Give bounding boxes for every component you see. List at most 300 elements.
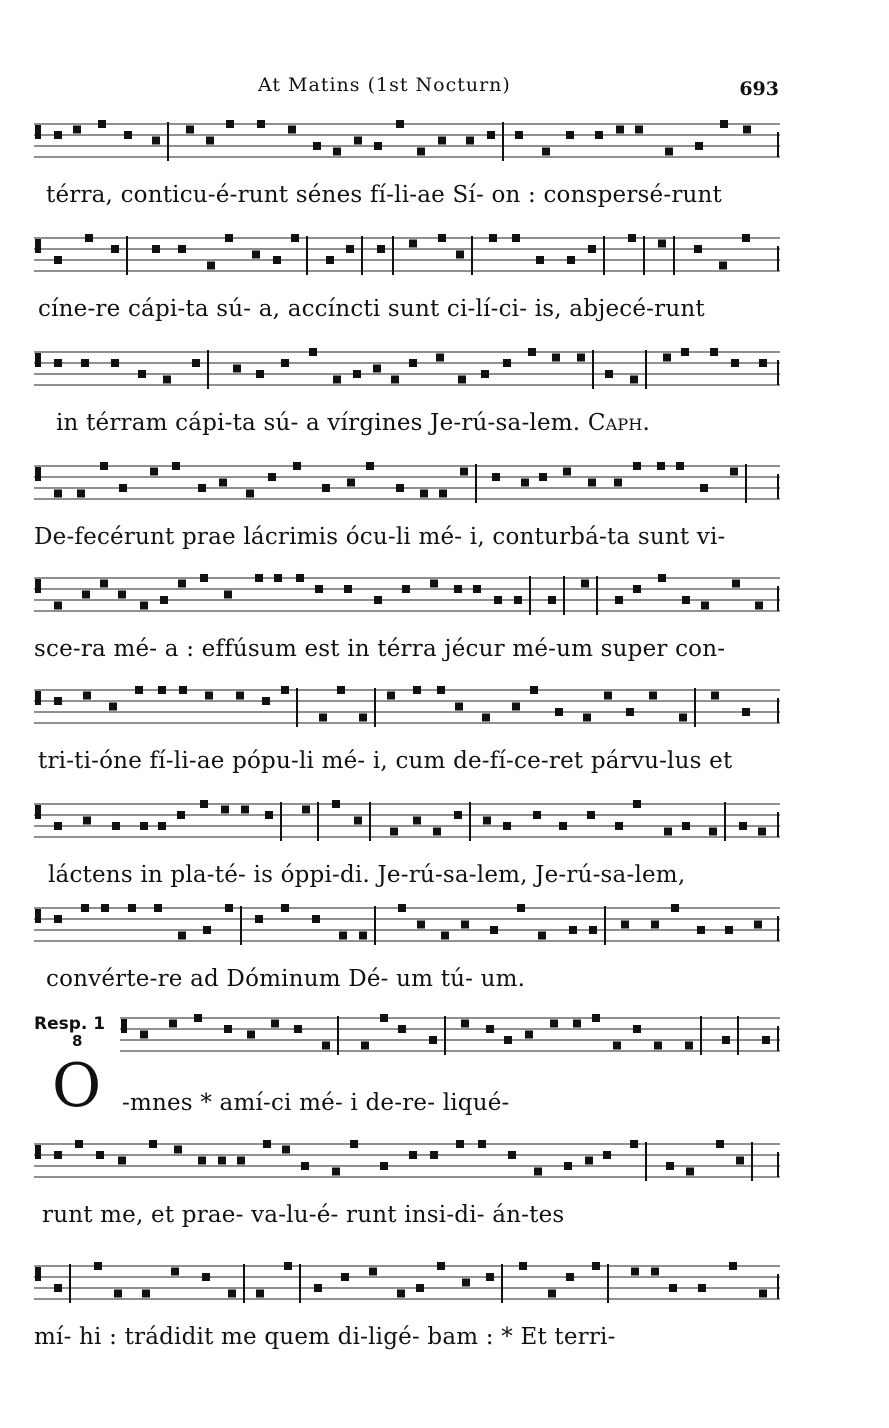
clef-mark: [35, 909, 41, 923]
neume-note: [581, 580, 589, 588]
neume-note: [686, 1168, 694, 1176]
neume-note: [742, 708, 750, 716]
neume-note: [517, 904, 525, 912]
neume-note: [224, 591, 232, 599]
initial-letter: O: [52, 1051, 102, 1121]
neume-note: [722, 1036, 730, 1044]
neume-note: [413, 817, 421, 825]
neume-note: [354, 137, 362, 145]
neume-note: [374, 596, 382, 604]
staff-drawing: [34, 1138, 780, 1194]
staff-drawing: [34, 460, 780, 516]
neume-note: [628, 234, 636, 242]
neume-note: [319, 714, 327, 722]
neume-note: [759, 1290, 767, 1298]
neume-note: [380, 1014, 388, 1022]
neume-note: [315, 585, 323, 593]
neume-note: [651, 1268, 659, 1276]
neume-note: [682, 822, 690, 830]
staff-drawing: [34, 572, 780, 628]
neume-note: [433, 828, 441, 836]
neume-note: [158, 686, 166, 694]
neume-note: [473, 585, 481, 593]
neume-note: [380, 1162, 388, 1170]
neume-note: [633, 585, 641, 593]
staff-drawing: [34, 118, 780, 174]
neume-note: [344, 585, 352, 593]
neume-note: [82, 591, 90, 599]
neume-note: [322, 1042, 330, 1050]
neume-note: [729, 1262, 737, 1270]
neume-note: [417, 148, 425, 156]
neume-note: [226, 120, 234, 128]
neume-note: [413, 686, 421, 694]
neume-note: [178, 932, 186, 940]
neume-note: [140, 602, 148, 610]
neume-note: [112, 822, 120, 830]
neume-note: [461, 1020, 469, 1028]
neume-note: [409, 1151, 417, 1159]
neume-note: [542, 148, 550, 156]
staff-drawing: [34, 798, 780, 854]
clef-mark: [35, 805, 41, 819]
neume-note: [109, 703, 117, 711]
neume-note: [100, 580, 108, 588]
clef-mark: [35, 1267, 41, 1281]
neume-note: [332, 1168, 340, 1176]
neume-note: [228, 1290, 236, 1298]
neume-note: [666, 1162, 674, 1170]
neume-note: [207, 262, 215, 270]
neume-note: [754, 921, 762, 929]
neume-note: [140, 822, 148, 830]
staff-drawing: [120, 1012, 780, 1068]
neume-note: [515, 131, 523, 139]
neume-note: [326, 256, 334, 264]
neume-note: [694, 245, 702, 253]
lyric-line: tri-ti-óne fí-li-ae pópu-li mé- i, cum de-fí-ce-ret párvu-lus et: [38, 748, 733, 774]
neume-note: [569, 926, 577, 934]
neume-note: [186, 126, 194, 134]
neume-note: [430, 1151, 438, 1159]
neume-note: [233, 365, 241, 373]
neume-note: [512, 703, 520, 711]
neume-note: [373, 365, 381, 373]
neume-note: [236, 692, 244, 700]
neume-note: [198, 1157, 206, 1165]
neume-note: [455, 703, 463, 711]
neume-note: [454, 585, 462, 593]
neume-note: [633, 462, 641, 470]
neume-note: [282, 1146, 290, 1154]
neume-note: [583, 714, 591, 722]
staff-drawing: [34, 902, 780, 958]
neume-note: [314, 1284, 322, 1292]
neume-note: [200, 800, 208, 808]
neume-note: [536, 256, 544, 264]
neume-note: [224, 1025, 232, 1033]
neume-note: [514, 596, 522, 604]
neume-note: [456, 251, 464, 259]
neume-note: [256, 370, 264, 378]
neume-note: [438, 234, 446, 242]
neume-note: [533, 811, 541, 819]
neume-note: [73, 126, 81, 134]
neume-note: [83, 692, 91, 700]
neume-note: [621, 921, 629, 929]
neume-note: [631, 1268, 639, 1276]
neume-note: [268, 473, 276, 481]
neume-note: [438, 137, 446, 145]
neume-note: [665, 148, 673, 156]
neume-note: [685, 1042, 693, 1050]
neume-note: [564, 1162, 572, 1170]
clef-mark: [35, 353, 41, 367]
music-staff: [34, 798, 780, 854]
lyric-line: mí- hi : trádidit me quem di-ligé- bam : * Et terri-: [34, 1324, 616, 1350]
neume-note: [402, 585, 410, 593]
neume-note: [592, 1014, 600, 1022]
neume-note: [595, 131, 603, 139]
neume-note: [169, 1020, 177, 1028]
neume-note: [294, 1025, 302, 1033]
neume-note: [361, 1042, 369, 1050]
neume-note: [398, 904, 406, 912]
neume-note: [111, 359, 119, 367]
neume-note: [486, 1025, 494, 1033]
neume-note: [566, 131, 574, 139]
neume-note: [508, 1151, 516, 1159]
music-staff: [34, 572, 780, 628]
neume-note: [732, 580, 740, 588]
neume-note: [657, 462, 665, 470]
neume-note: [281, 359, 289, 367]
neume-note: [288, 126, 296, 134]
neume-note: [709, 828, 717, 836]
neume-note: [387, 692, 395, 700]
neume-note: [150, 468, 158, 476]
neume-note: [54, 359, 62, 367]
neume-note: [566, 1273, 574, 1281]
neume-note: [613, 1042, 621, 1050]
neume-note: [247, 1031, 255, 1039]
neume-note: [701, 602, 709, 610]
neume-note: [192, 359, 200, 367]
neume-note: [54, 1284, 62, 1292]
neume-note: [332, 800, 340, 808]
neume-note: [759, 359, 767, 367]
neume-note: [461, 921, 469, 929]
neume-note: [630, 376, 638, 384]
neume-note: [630, 1140, 638, 1148]
neume-note: [390, 828, 398, 836]
neume-note: [592, 1262, 600, 1270]
neume-note: [396, 484, 404, 492]
neume-note: [178, 245, 186, 253]
neume-note: [206, 137, 214, 145]
neume-note: [200, 574, 208, 582]
neume-note: [291, 234, 299, 242]
neume-note: [466, 137, 474, 145]
page-number: 693: [739, 78, 779, 100]
neume-note: [140, 1031, 148, 1039]
neume-note: [171, 1268, 179, 1276]
neume-note: [194, 1014, 202, 1022]
neume-note: [333, 148, 341, 156]
neume-note: [548, 1290, 556, 1298]
neume-note: [178, 580, 186, 588]
neume-note: [731, 359, 739, 367]
neume-note: [54, 1151, 62, 1159]
neume-note: [525, 1031, 533, 1039]
neume-note: [237, 1157, 245, 1165]
neume-note: [262, 697, 270, 705]
neume-note: [281, 686, 289, 694]
clef-mark: [35, 579, 41, 593]
neume-note: [458, 376, 466, 384]
music-staff: [34, 684, 780, 740]
neume-note: [101, 904, 109, 912]
neume-note: [697, 926, 705, 934]
neume-note: [710, 348, 718, 356]
neume-note: [664, 828, 672, 836]
neume-note: [437, 1262, 445, 1270]
lyric-line: runt me, et prae- va-lu-é- runt insi-di- án-tes: [42, 1202, 565, 1228]
neume-note: [94, 1262, 102, 1270]
neume-note: [54, 490, 62, 498]
neume-note: [158, 822, 166, 830]
neume-note: [138, 370, 146, 378]
neume-note: [519, 1262, 527, 1270]
running-title: At Matins (1st Nocturn): [258, 74, 511, 96]
neume-note: [409, 359, 417, 367]
neume-note: [679, 714, 687, 722]
neume-note: [219, 479, 227, 487]
neume-note: [312, 915, 320, 923]
neume-note: [478, 1140, 486, 1148]
neume-note: [437, 686, 445, 694]
neume-note: [492, 473, 500, 481]
neume-note: [489, 234, 497, 242]
neume-note: [221, 806, 229, 814]
neume-note: [486, 1273, 494, 1281]
neume-note: [346, 245, 354, 253]
music-staff: [34, 460, 780, 516]
lyric-line: convérte-re ad Dóminum Dé- um tú- um.: [46, 966, 526, 992]
neume-note: [252, 251, 260, 259]
neume-note: [81, 359, 89, 367]
neume-note: [313, 142, 321, 150]
neume-note: [739, 822, 747, 830]
staff-drawing: [34, 1260, 780, 1316]
neume-note: [225, 234, 233, 242]
neume-note: [528, 348, 536, 356]
neume-note: [333, 376, 341, 384]
music-staff: [34, 902, 780, 958]
neume-note: [695, 142, 703, 150]
neume-note: [548, 596, 556, 604]
neume-note: [374, 142, 382, 150]
neume-note: [720, 120, 728, 128]
neume-note: [284, 1262, 292, 1270]
neume-note: [160, 596, 168, 604]
neume-note: [676, 462, 684, 470]
neume-note: [154, 904, 162, 912]
neume-note: [462, 1279, 470, 1287]
neume-note: [347, 479, 355, 487]
neume-note: [257, 120, 265, 128]
neume-note: [555, 708, 563, 716]
neume-note: [118, 1157, 126, 1165]
neume-note: [85, 234, 93, 242]
lyric-line: cíne-re cápi-ta sú- a, accíncti sunt ci-lí-ci- is, abjecé-runt: [38, 296, 705, 322]
neume-note: [439, 490, 447, 498]
neume-note: [698, 1284, 706, 1292]
neume-note: [573, 1020, 581, 1028]
neume-note: [725, 926, 733, 934]
music-staff: [34, 1138, 780, 1194]
neume-note: [614, 479, 622, 487]
neume-note: [241, 806, 249, 814]
neume-note: [265, 811, 273, 819]
neume-note: [716, 1140, 724, 1148]
neume-note: [391, 376, 399, 384]
neume-note: [649, 692, 657, 700]
neume-note: [54, 256, 62, 264]
mode-number: 8: [72, 1032, 83, 1050]
page-header: [0, 74, 889, 102]
lyric-line: sce-ra mé- a : effúsum est in térra jécur mé-um super con-: [34, 636, 726, 662]
lyric-line: láctens in pla-té- is óppi-di. Je-rú-sa-lem, Je-rú-sa-lem,: [48, 862, 686, 888]
neume-note: [111, 245, 119, 253]
neume-note: [550, 1020, 558, 1028]
neume-note: [588, 245, 596, 253]
neume-note: [322, 484, 330, 492]
neume-note: [534, 1168, 542, 1176]
lyric-line: De-fecérunt prae lácrimis ócu-li mé- i, conturbá-ta sunt vi-: [34, 524, 726, 550]
music-staff: [34, 1260, 780, 1316]
neume-note: [615, 596, 623, 604]
neume-note: [552, 354, 560, 362]
neume-note: [682, 596, 690, 604]
neume-note: [366, 462, 374, 470]
neume-note: [430, 580, 438, 588]
neume-note: [417, 921, 425, 929]
music-staff: [120, 1012, 780, 1068]
clef-mark: [35, 1145, 41, 1159]
neume-note: [54, 822, 62, 830]
hebrew-letter-label: Caph.: [587, 410, 651, 436]
neume-note: [152, 137, 160, 145]
staff-drawing: [34, 346, 780, 402]
staff-drawing: [34, 684, 780, 740]
neume-note: [588, 479, 596, 487]
neume-note: [567, 256, 575, 264]
neume-note: [755, 602, 763, 610]
neume-note: [663, 354, 671, 362]
neume-note: [460, 468, 468, 476]
lyric-line: -mnes * amí-ci mé- i de-re- liqué-: [122, 1090, 510, 1116]
neume-note: [98, 120, 106, 128]
neume-note: [651, 921, 659, 929]
neume-note: [626, 708, 634, 716]
neume-note: [482, 714, 490, 722]
neume-note: [616, 126, 624, 134]
neume-note: [218, 1157, 226, 1165]
neume-note: [274, 574, 282, 582]
neume-note: [481, 370, 489, 378]
clef-mark: [35, 125, 41, 139]
neume-note: [743, 126, 751, 134]
neume-note: [742, 234, 750, 242]
neume-note: [538, 932, 546, 940]
neume-note: [615, 822, 623, 830]
neume-note: [124, 131, 132, 139]
neume-note: [409, 240, 417, 248]
neume-note: [309, 348, 317, 356]
clef-mark: [121, 1019, 127, 1033]
neume-note: [77, 490, 85, 498]
neume-note: [256, 1290, 264, 1298]
neume-note: [163, 376, 171, 384]
neume-note: [429, 1036, 437, 1044]
neume-note: [273, 256, 281, 264]
neume-note: [669, 1284, 677, 1292]
neume-note: [100, 462, 108, 470]
neume-note: [604, 692, 612, 700]
neume-note: [736, 1157, 744, 1165]
neume-note: [142, 1290, 150, 1298]
neume-note: [225, 904, 233, 912]
neume-note: [658, 240, 666, 248]
neume-note: [293, 462, 301, 470]
neume-note: [605, 370, 613, 378]
neume-note: [762, 1036, 770, 1044]
neume-note: [202, 1273, 210, 1281]
neume-note: [177, 811, 185, 819]
neume-note: [633, 1025, 641, 1033]
staff-drawing: [34, 232, 780, 288]
neume-note: [539, 473, 547, 481]
neume-note: [603, 1151, 611, 1159]
neume-note: [671, 904, 679, 912]
neume-note: [654, 1042, 662, 1050]
neume-note: [585, 1157, 593, 1165]
neume-note: [96, 1151, 104, 1159]
neume-note: [589, 926, 597, 934]
neume-note: [758, 828, 766, 836]
clef-mark: [35, 467, 41, 481]
neume-note: [635, 126, 643, 134]
neume-note: [369, 1268, 377, 1276]
lyric-text: in térram cápi-ta sú- a vírgines Je-rú-sa-lem.: [56, 410, 581, 436]
neume-note: [296, 574, 304, 582]
neume-note: [483, 817, 491, 825]
neume-note: [174, 1146, 182, 1154]
neume-note: [54, 915, 62, 923]
neume-note: [436, 354, 444, 362]
neume-note: [149, 1140, 157, 1148]
neume-note: [350, 1140, 358, 1148]
neume-note: [441, 932, 449, 940]
neume-note: [54, 602, 62, 610]
neume-note: [490, 926, 498, 934]
neume-note: [512, 234, 520, 242]
neume-note: [397, 1290, 405, 1298]
neume-note: [456, 1140, 464, 1148]
music-staff: [34, 118, 780, 174]
lyric-line: [56, 410, 802, 436]
